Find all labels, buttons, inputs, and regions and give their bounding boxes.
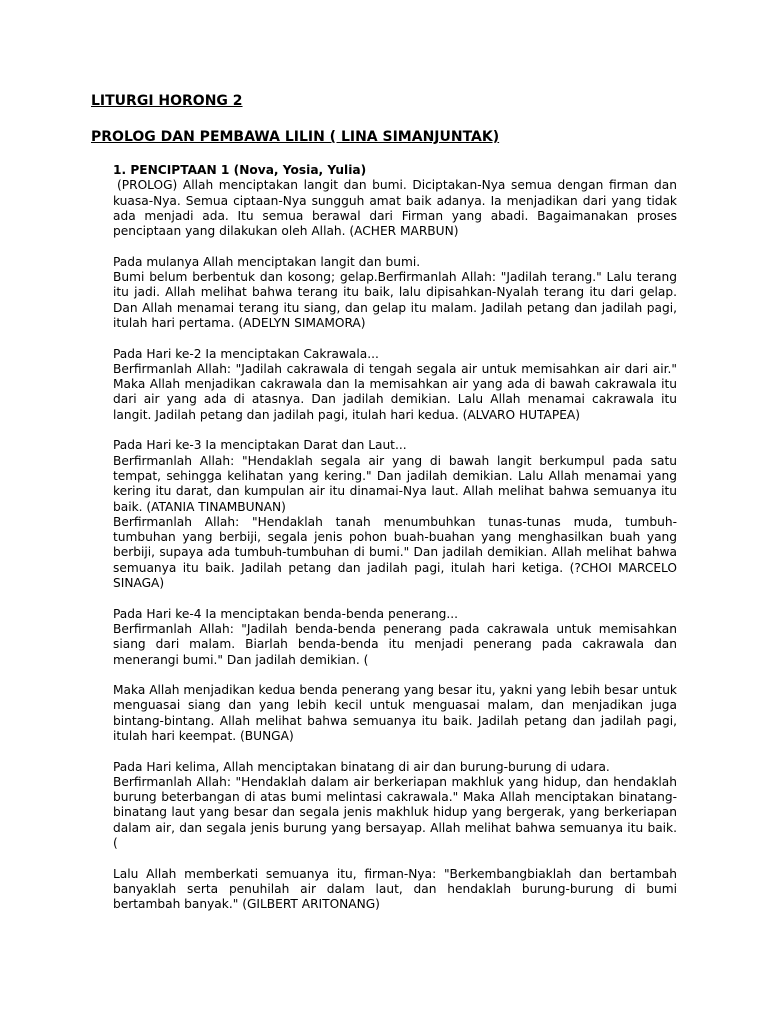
section-penciptaan-1: [113, 163, 677, 913]
paragraph: Berfirmanlah Allah: "Hendaklah dalam air berkeriapan makhluk yang hidup, dan hendaklah burung beterbangan di atas bumi melintasi cakrawala." Maka Allah menciptakan binatang-binatang laut yang besar dan segala jenis makhluk hidup yang bergerak, yang berkeriapan dalam air, dan segala jenis burung yang bersayap. Allah melihat bahwa semuanya itu baik. (: [113, 774, 677, 851]
paragraph-prolog: (PROLOG) Allah menciptakan langit dan bumi. Diciptakan-Nya semua dengan firman dan kuasa-Nya. Semua ciptaan-Nya sungguh amat baik adanya. Ia menjadikan dari yang tidak ada menjadi ada. Itu semua berawal dari Firman yang abadi. Bagaimanakan proses penciptaan yang dilakukan oleh Allah. (ACHER MARBUN): [113, 178, 677, 239]
paragraph: Pada Hari ke-4 Ia menciptakan benda-benda penerang...: [113, 606, 459, 621]
paragraph: Pada Hari ke-2 Ia menciptakan Cakrawala...: [113, 346, 379, 361]
document-title: LITURGI HORONG 2: [91, 93, 243, 109]
section-heading: 1. PENCIPTAAN 1 (Nova, Yosia, Yulia): [113, 163, 367, 177]
paragraph: Pada mulanya Allah menciptakan langit dan bumi.: [113, 254, 421, 269]
paragraph: Berfirmanlah Allah: "Jadilah cakrawala di tengah segala air untuk memisahkan air dari air." Maka Allah menjadikan cakrawala dan Ia memisahkan air yang ada di bawah cakrawala itu dari air yang ada di atasnya. Dan jadilah demikian. Lalu Allah menamai cakrawala itu langit. Jadilah petang dan jadilah pagi, itulah hari kedua. (ALVARO HUTAPEA): [113, 361, 677, 422]
paragraph: Berfirmanlah Allah: "Hendaklah segala air yang di bawah langit berkumpul pada satu tempat, sehingga kelihatan yang kering." Dan jadilah demikian. Lalu Allah menamai yang kering itu darat, dan kumpulan air itu dinamai-Nya laut. Allah melihat bahwa semuanya itu baik. (ATANIA TINAMBUNAN): [113, 453, 677, 514]
paragraph: Berfirmanlah Allah: "Jadilah benda-benda penerang pada cakrawala untuk memisahkan siang dari malam. Biarlah benda-benda itu menjadi penerang pada cakrawala dan menerangi bumi." Dan jadilah demikian. (: [113, 621, 677, 667]
paragraph: Lalu Allah memberkati semuanya itu, firman-Nya: "Berkembangbiaklah dan bertambah banyaklah serta penuhilah air dalam laut, dan hendaklah burung-burung di bumi bertambah banyak." (GILBERT ARITONANG): [113, 866, 677, 912]
document-subtitle: PROLOG DAN PEMBAWA LILIN ( LINA SIMANJUNTAK): [91, 129, 500, 145]
paragraph: Bumi belum berbentuk dan kosong; gelap.Berfirmanlah Allah: "Jadilah terang." Lalu terang itu jadi. Allah melihat bahwa terang itu baik, lalu dipisahkan-Nyalah terang itu dari gelap. Dan Allah menamai terang itu siang, dan gelap itu malam. Jadilah petang dan jadilah pagi, itulah hari pertama. (ADELYN SIMAMORA): [113, 270, 677, 330]
paragraph: Pada Hari ke-3 Ia menciptakan Darat dan Laut...: [113, 438, 407, 453]
paragraph: Maka Allah menjadikan kedua benda penerang yang besar itu, yakni yang lebih besar untuk menguasai siang dan yang lebih kecil untuk menguasai malam, dan menjadikan juga bintang-bintang. Allah melihat bahwa semuanya itu baik. Jadilah petang dan jadilah pagi, itulah hari keempat. (BUNGA): [113, 683, 677, 743]
paragraph: Pada Hari kelima, Allah menciptakan binatang di air dan burung-burung di udara.: [113, 759, 610, 774]
paragraph: Berfirmanlah Allah: "Hendaklah tanah menumbuhkan tunas-tunas muda, tumbuh-tumbuhan yang berbiji, segala jenis pohon buah-buahan yang menghasilkan buah yang berbiji, supaya ada tumbuh-tumbuhan di bumi." Dan jadilah demikian. Allah melihat bahwa semuanya itu baik. Jadilah petang dan jadilah pagi, itulah hari ketiga. (?CHOI MARCELO SINAGA): [113, 514, 677, 591]
document-page: [91, 92, 677, 913]
